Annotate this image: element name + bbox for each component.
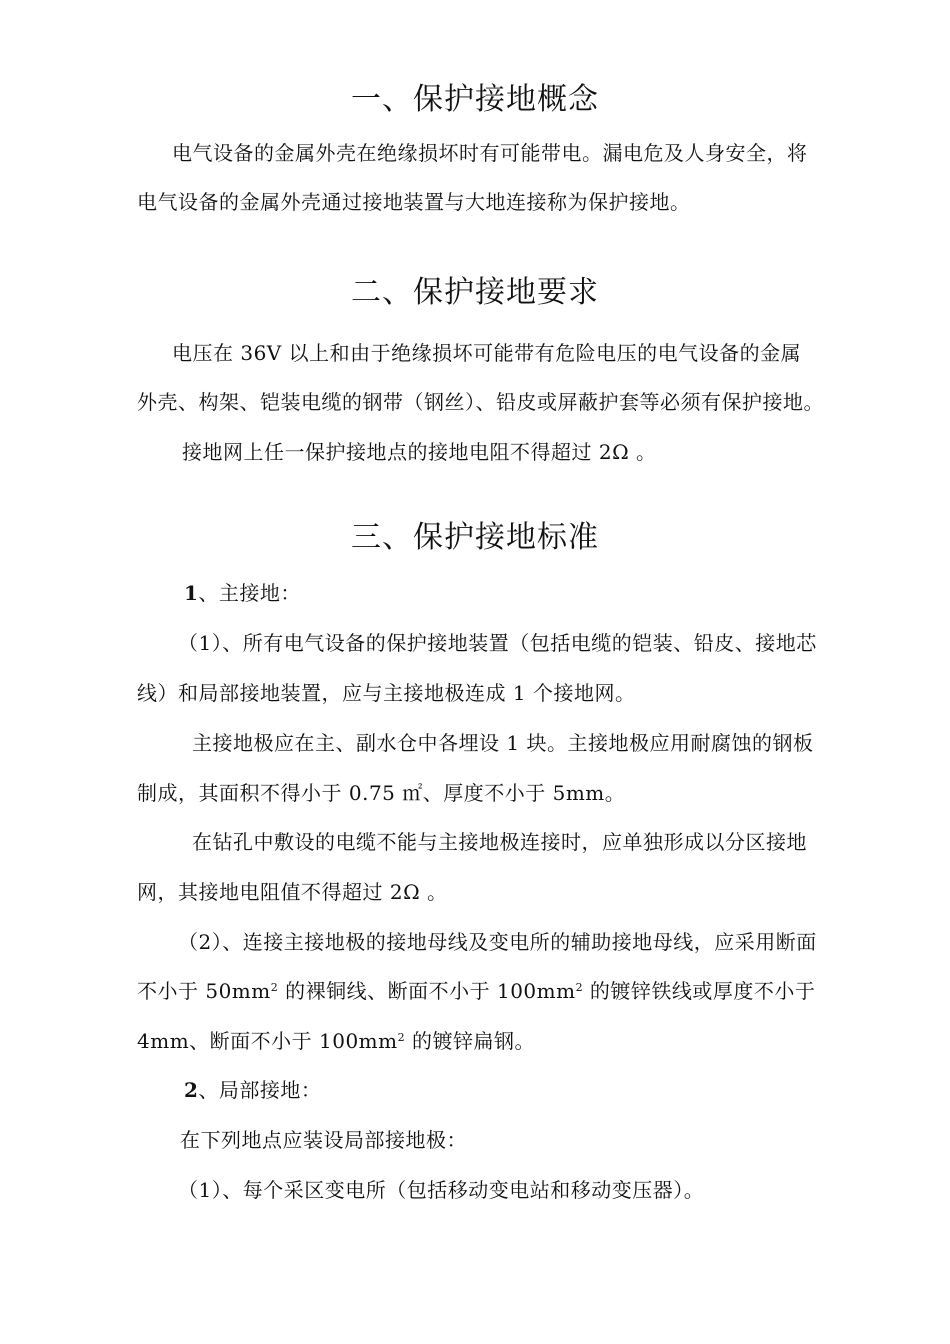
superscript: 2 <box>270 981 279 994</box>
subsection-main-ground-title <box>184 578 301 608</box>
section-3-line-8 <box>137 976 815 1006</box>
section-3-heading: 三、保护接地标准 <box>351 520 599 555</box>
subsection-local-ground-title <box>184 1075 321 1105</box>
section-2-line-2: 外壳、构架、铠装电缆的钢带（钢丝）、铅皮或屏蔽护套等必须有保护接地。 <box>137 390 824 414</box>
section-3-line-9 <box>137 1026 535 1056</box>
section-2-line-1: 电压在 36V 以上和由于绝缘损坏可能带有危险电压的电气设备的金属 <box>172 341 802 365</box>
section-3-line-4: 制成，其面积不得小于 0.75 ㎡、厚度不小于 5mm。 <box>137 781 626 805</box>
section-3-line-11: （1）、每个采区变电所（包括移动变电站和移动变压器）。 <box>178 1178 705 1202</box>
superscript: 2 <box>397 1031 406 1044</box>
section-1-line-2: 电气设备的金属外壳通过接地装置与大地连接称为保护接地。 <box>137 190 691 214</box>
section-3-line-5: 在钻孔中敷设的电缆不能与主接地极连接时，应单独形成以分区接地 <box>192 830 807 854</box>
subsection-title: 、局部接地： <box>198 1078 322 1102</box>
text-segment: 4mm、断面不小于 100mm <box>137 1029 398 1053</box>
section-3-line-6: 网，其接地电阻值不得超过 2Ω 。 <box>137 880 448 904</box>
section-3-line-10: 在下列地点应装设局部接地极： <box>180 1128 467 1152</box>
section-2-heading: 二、保护接地要求 <box>351 275 599 310</box>
section-3-line-1: （1）、所有电气设备的保护接地装置（包括电缆的铠装、铅皮、接地芯 <box>178 631 817 655</box>
text-segment: 的镀锌扁钢。 <box>405 1029 535 1053</box>
superscript: 2 <box>575 981 584 994</box>
subsection-number: 1 <box>184 581 199 605</box>
subsection-title: 、主接地： <box>198 581 301 605</box>
section-1-heading: 一、保护接地概念 <box>351 82 599 117</box>
section-3-line-2: 线）和局部接地装置，应与主接地极连成 1 个接地网。 <box>137 681 636 705</box>
section-2-line-3: 接地网上任一保护接地点的接地电阻不得超过 2Ω 。 <box>182 440 657 464</box>
text-segment: 不小于 50mm <box>137 979 271 1003</box>
section-1-line-1: 电气设备的金属外壳在绝缘损坏时有可能带电。漏电危及人身安全，将 <box>172 141 808 165</box>
text-segment: 的镀锌铁线或厚度不小于 <box>583 979 816 1003</box>
section-3-line-7: （2）、连接主接地极的接地母线及变电所的辅助接地母线，应采用断面 <box>178 930 817 954</box>
section-3-line-3: 主接地极应在主、副水仓中各埋设 1 块。主接地极应用耐腐蚀的钢板 <box>192 731 814 755</box>
text-segment: 的裸铜线、断面不小于 100mm <box>278 979 576 1003</box>
subsection-number: 2 <box>184 1078 199 1102</box>
